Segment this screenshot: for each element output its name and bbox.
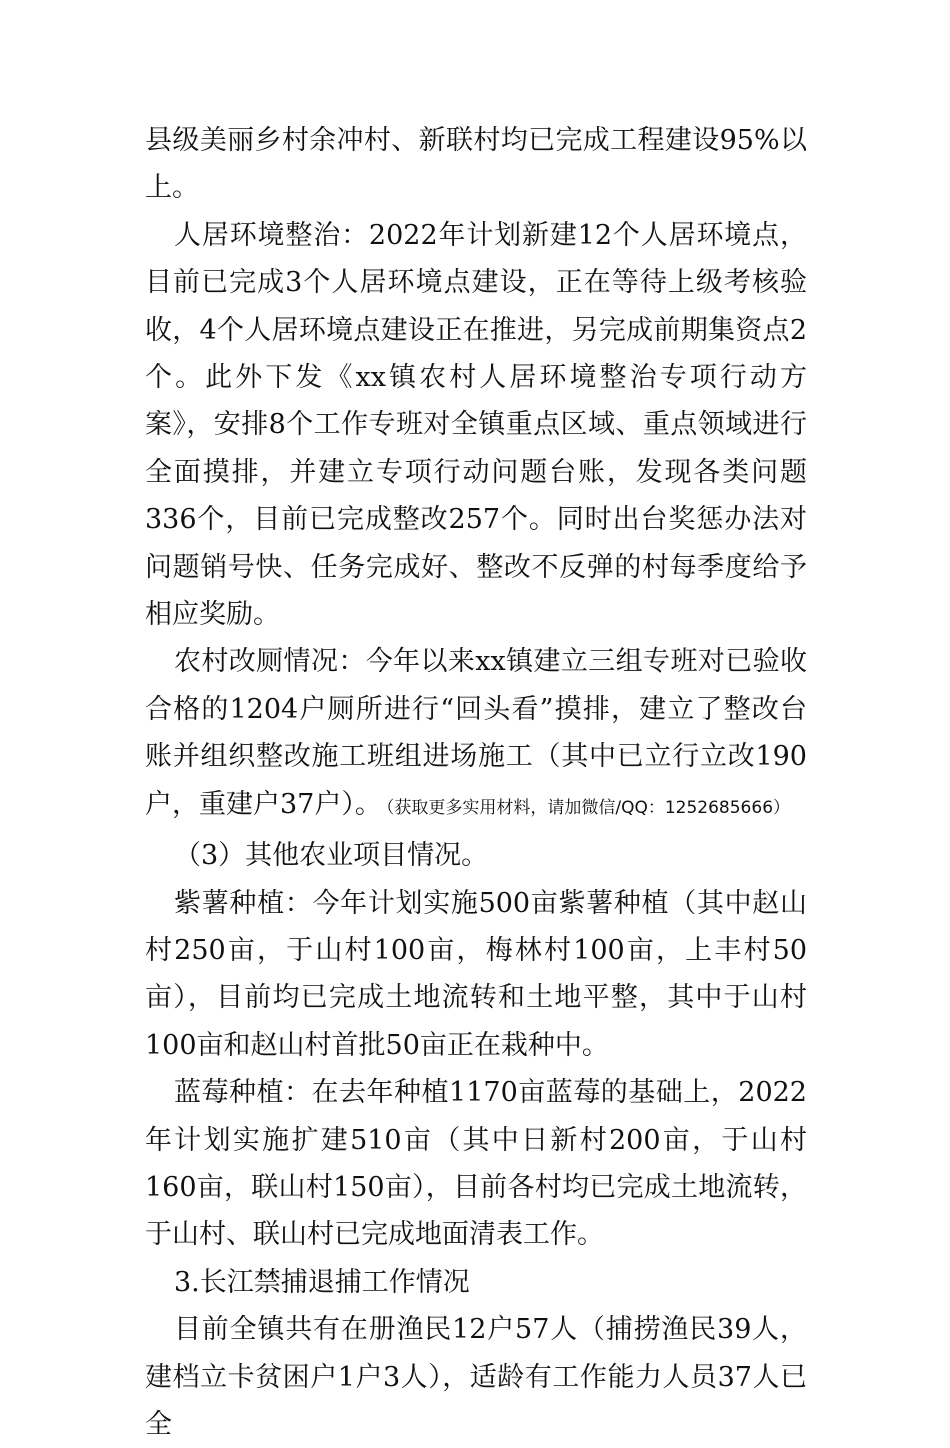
- contact-note: （获取更多实用材料，请加微信/QQ：1252685666）: [385, 797, 791, 818]
- paragraph-rural-village-progress: 县级美丽乡村余冲村、新联村均已完成工程建设95%以上。: [145, 125, 807, 204]
- paragraph-purple-potato: 紫薯种植：今年计划实施500亩紫薯种植（其中赵山村250亩，于山村100亩，梅林村100亩，上丰村50亩），目前均已完成土地流转和土地平整，其中于山村100亩和赵山村首批50亩正在栽种中。: [145, 887, 807, 1061]
- document-body: [145, 117, 807, 1448]
- paragraph-toilet-renovation: [145, 638, 807, 832]
- paragraph-living-environment: 人居环境整治：2022年计划新建12个人居环境点，目前已完成3个人居环境点建设，正在等待上级考核验收，4个人居环境点建设正在推进，另完成前期集资点2个。此外下发《xx镇农村人居环境整治专项行动方案》，安排8个工作专班对全镇重点区域、重点领域进行全面摸排，并建立专项行动问题台账，发现各类问题336个，目前已完成整改257个。同时出台奖惩办法对问题销号快、任务完成好、整改不反弹的村每季度给予相应奖励。: [145, 219, 807, 631]
- paragraph-fishermen: 目前全镇共有在册渔民12户57人（捕捞渔民39人，建档立卡贫困户1户3人），适龄有工作能力人员37人已全: [145, 1314, 807, 1440]
- paragraph-toilet-renovation-text: 农村改厕情况：今年以来xx镇建立三组专班对已验收合格的1204户厕所进行“回头看”摸排，建立了整改台账并组织整改施工班组进场施工（其中已立行立改190户，重建户37户）。: [145, 646, 807, 820]
- section-heading-yangtze-fishing-ban: 3.长江禁捕退捕工作情况: [174, 1266, 470, 1298]
- paragraph-blueberry: 蓝莓种植：在去年种植1170亩蓝莓的基础上，2022年计划实施扩建510亩（其中日新村200亩，于山村160亩，联山村150亩），目前各村均已完成土地流转，于山村、联山村已完成地面清表工作。: [145, 1077, 807, 1251]
- section-heading-other-projects: （3）其他农业项目情况。: [174, 840, 489, 872]
